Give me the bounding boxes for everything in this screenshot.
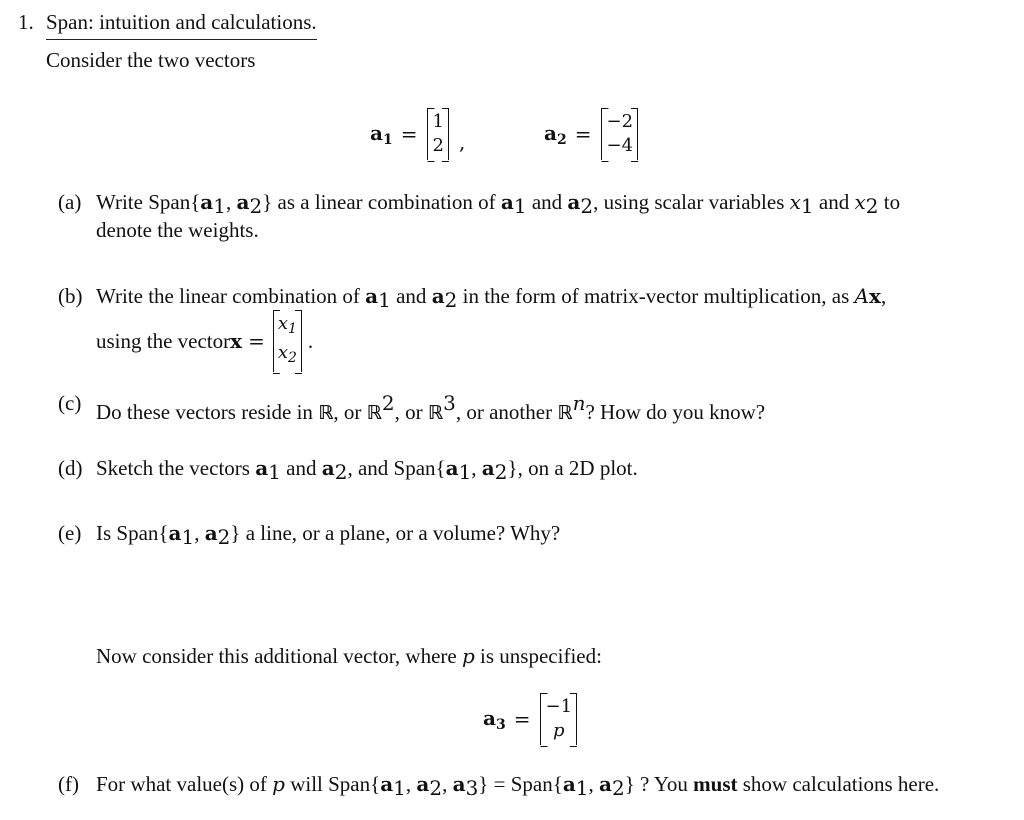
part-c-label: (c) [58,391,82,415]
vector-a3-matrix [540,693,577,745]
part-a-label: (a) [58,190,82,214]
vector-a1 [370,108,465,160]
vector-a2-entry-2: −4 [606,135,634,156]
vector-a1-name: $a_1$ [370,120,393,148]
additional-vector-text: Now consider this additional vector, where p is unspecified: [96,644,602,668]
vector-a1-matrix [427,108,448,160]
part-a-line2: denote the weights. [96,218,259,242]
part-e-label: (e) [58,521,82,545]
vector-x-entry-1: $x_1$ [277,313,297,337]
part-d [58,456,96,481]
vector-a1-entry-1: 1 [432,111,444,132]
vector-a3 [483,693,577,745]
vector-a3-name: $a_3$ [483,705,506,733]
vector-a1-entry-2: 2 [432,135,444,156]
part-b [58,284,96,309]
vector-a2-matrix [601,108,638,160]
vector-a2-entry-1: −2 [606,111,634,132]
part-a [58,190,96,215]
vector-a3-entry-2: p [552,720,565,741]
part-f [58,772,96,797]
vector-a1-comma: , [458,130,466,154]
vector-x-matrix [273,310,302,372]
vector-a3-entry-1: −1 [545,696,573,717]
part-f-text: For what value(s) of p will $Span\{a_1$, $a_2$, $a_3$} = $Span\{a_1$, $a_2$} ? You must show calculations here. [96,772,940,800]
part-a-line1: Write $Span\{a_1$, $a_2$} as a linear combination of $a_1$ and $a_2$, using scalar variables $x_1$ and $x_2$ to [96,190,901,218]
vector-x-entry-2: $x_2$ [277,342,297,366]
part-e-text: Is $Span\{a_1$, $a_2$} a line, or a plane, or a volume? Why? [96,521,561,549]
vector-a2 [544,108,638,160]
part-c [58,391,96,416]
part-f-label: (f) [58,772,79,796]
part-b-label: (b) [58,284,83,308]
vector-a2-name: $a_2$ [544,120,567,148]
part-c-text: Do these vectors reside in ℝ, or ℝ$^2$, or ℝ$^3$, or another ℝ$^n$? How do you know? [96,391,766,424]
vector-a3-equals: = [513,707,531,731]
intro-text: Consider the two vectors [46,48,256,72]
part-d-text: Sketch the vectors $a_1$ and $a_2$, and $Span\{a_1$, $a_2$}, on a 2D plot. [96,456,638,484]
vector-a2-equals: = [574,122,592,146]
part-b-line2: using the vector x = $x_1$ $x_2$ . [96,310,313,372]
problem-number: 1. [18,10,34,34]
part-d-label: (d) [58,456,83,480]
part-b-line1: Write the linear combination of $a_1$ and $a_2$ in the form of matrix-vector multiplication, as Ax, [96,284,887,312]
part-e [58,521,96,546]
vector-a1-equals: = [400,122,418,146]
problem-title: Span: intuition and calculations. [46,10,317,40]
